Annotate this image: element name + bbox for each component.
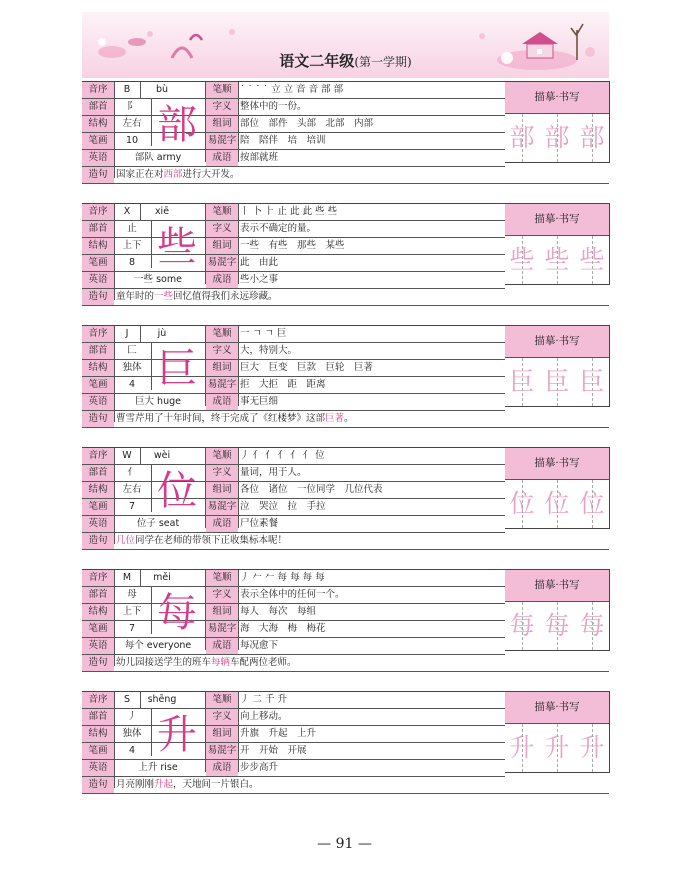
practice-header: 描摹·书写 <box>505 326 609 358</box>
label-bihua: 笔画 <box>82 255 114 271</box>
stroke-count: 8 <box>128 257 136 268</box>
stroke-order: 一 ㄱ ㄱ 巨 <box>240 328 287 339</box>
label-yinxu: 音序 <box>82 448 114 464</box>
structure: 独体 <box>122 362 142 373</box>
example-sentence: 几位同学在老师的带领下正收集标本呢！ <box>116 535 288 546</box>
label-chengyu: 成语 <box>206 394 238 410</box>
trace-character[interactable]: 每 <box>509 611 535 640</box>
main-character: 巨 <box>157 346 197 392</box>
label-zuci: 组词 <box>206 360 238 376</box>
pinyin: bù <box>155 84 169 95</box>
pinyin: wèi <box>153 450 171 461</box>
index-letter: X <box>123 206 131 217</box>
label-ziyi: 字义 <box>206 221 238 237</box>
example-sentence: 曹雪芹用了十年时间，终于完成了《红楼梦》这部巨著。 <box>116 413 354 424</box>
index-letter: W <box>122 450 132 461</box>
sentence-highlight: 巨著 <box>325 413 345 424</box>
label-zaoju: 造句 <box>82 167 114 183</box>
trace-character[interactable]: 升 <box>544 733 570 762</box>
practice-panel <box>505 203 610 285</box>
label-bushou: 部首 <box>82 465 114 481</box>
practice-panel <box>505 81 610 163</box>
practice-header: 描摹·书写 <box>505 204 609 236</box>
label-bihua: 笔画 <box>82 621 114 637</box>
label-yinxu: 音序 <box>82 326 114 342</box>
radical: 匚 <box>127 345 137 356</box>
index-letter: B <box>123 84 131 95</box>
label-yinxu: 音序 <box>82 570 114 586</box>
index-letter: S <box>123 694 131 705</box>
main-character: 部 <box>157 102 197 148</box>
label-bihua: 笔画 <box>82 743 114 759</box>
meaning: 大，特别大。 <box>240 345 298 356</box>
word-combinations: 各位 诸位 一位同学 几位代表 <box>240 484 383 495</box>
label-zaoju: 造句 <box>82 655 114 671</box>
label-bushou: 部首 <box>82 587 114 603</box>
label-jiegou: 结构 <box>82 482 114 498</box>
label-chengyu: 成语 <box>206 760 238 776</box>
label-bushou: 部首 <box>82 709 114 725</box>
label-bishun: 笔顺 <box>206 570 238 586</box>
label-ziyi: 字义 <box>206 587 238 603</box>
stroke-count: 10 <box>125 135 139 146</box>
label-bihua: 笔画 <box>82 377 114 393</box>
trace-character[interactable]: 部 <box>509 123 535 152</box>
label-zuci: 组词 <box>206 238 238 254</box>
idiom: 每况愈下 <box>240 640 279 651</box>
idiom: 按部就班 <box>240 152 279 163</box>
label-zuci: 组词 <box>206 726 238 742</box>
label-zaoju: 造句 <box>82 533 114 549</box>
entry-info-table <box>82 569 505 672</box>
label-yihunzi: 易混字 <box>206 133 238 149</box>
label-yingyu: 英语 <box>82 272 114 288</box>
confusable-chars: 海 大海 梅 梅花 <box>240 623 326 634</box>
english-word: 巨大 huge <box>135 396 181 407</box>
label-zuci: 组词 <box>206 482 238 498</box>
trace-character[interactable]: 位 <box>579 489 605 518</box>
label-jiegou: 结构 <box>82 726 114 742</box>
word-combinations: 部位 部件 头部 北部 内部 <box>240 118 374 129</box>
label-bushou: 部首 <box>82 343 114 359</box>
confusable-chars: 开 开始 开展 <box>240 745 307 756</box>
english-word: 部队 army <box>134 152 182 163</box>
label-yingyu: 英语 <box>82 394 114 410</box>
trace-character[interactable]: 位 <box>509 489 535 518</box>
word-combinations: 巨大 巨变 巨款 巨轮 巨著 <box>240 362 374 373</box>
word-combinations: 升旗 升起 上升 <box>240 728 317 739</box>
main-character: 些 <box>157 224 197 270</box>
entry-info-table <box>82 447 505 550</box>
meaning: 表示全体中的任何一个。 <box>240 589 345 600</box>
practice-header: 描摹·书写 <box>505 448 609 480</box>
trace-character[interactable]: 些 <box>509 245 535 274</box>
label-ziyi: 字义 <box>206 343 238 359</box>
example-sentence: 幼儿园接送学生的班车每辆车配两位老师。 <box>116 657 297 668</box>
pinyin: shēng <box>147 694 177 705</box>
confusable-chars: 陪 陪伴 培 培训 <box>240 135 326 146</box>
label-zuci: 组词 <box>206 604 238 620</box>
stroke-count: 7 <box>128 501 136 512</box>
sentence-highlight: 西部 <box>163 169 183 180</box>
radical: 母 <box>127 589 137 600</box>
label-bishun: 笔顺 <box>206 204 238 220</box>
label-bihua: 笔画 <box>82 133 114 149</box>
sentence-highlight: 升起 <box>154 779 174 790</box>
confusable-chars: 此 由此 <box>240 257 279 268</box>
meaning: 整体中的一份。 <box>240 101 307 112</box>
radical: 亻 <box>127 467 137 478</box>
english-word: 一些 some <box>134 274 182 285</box>
trace-character[interactable]: 巨 <box>509 367 535 396</box>
example-sentence: 月亮刚刚升起，天地间一片银白。 <box>116 779 259 790</box>
meaning: 量词，用于人。 <box>240 467 307 478</box>
label-yinxu: 音序 <box>82 204 114 220</box>
label-bishun: 笔顺 <box>206 82 238 98</box>
label-chengyu: 成语 <box>206 516 238 532</box>
label-chengyu: 成语 <box>206 272 238 288</box>
entry-info-table <box>82 81 505 184</box>
trace-character[interactable]: 巨 <box>579 367 605 396</box>
practice-panel <box>505 447 610 529</box>
trace-character[interactable]: 些 <box>544 245 570 274</box>
entry-info-table <box>82 691 505 794</box>
meaning: 表示不确定的量。 <box>240 223 317 234</box>
confusable-chars: 泣 哭泣 拉 手拉 <box>240 501 326 512</box>
label-yingyu: 英语 <box>82 516 114 532</box>
label-ziyi: 字义 <box>206 99 238 115</box>
confusable-chars: 拒 大拒 距 距离 <box>240 379 326 390</box>
label-yingyu: 英语 <box>82 150 114 166</box>
sentence-highlight: 几位 <box>116 535 136 546</box>
trace-character[interactable]: 部 <box>579 123 605 152</box>
practice-panel <box>505 691 610 773</box>
stroke-order: ˙ ˙ ˙ ˙ 立 立 音 音 部 部 <box>240 84 344 95</box>
stroke-count: 4 <box>128 745 136 756</box>
word-combinations: 一些 有些 那些 某些 <box>240 240 345 251</box>
stroke-count: 4 <box>128 379 136 390</box>
label-ziyi: 字义 <box>206 465 238 481</box>
sentence-highlight: 每辆 <box>211 657 231 668</box>
practice-panel <box>505 325 610 407</box>
practice-header: 描摹·书写 <box>505 570 609 602</box>
entry-info-table <box>82 203 505 306</box>
practice-panel <box>505 569 610 651</box>
label-yihunzi: 易混字 <box>206 377 238 393</box>
sentence-highlight: 一些 <box>154 291 174 302</box>
radical: 丿 <box>127 711 137 722</box>
label-ziyi: 字义 <box>206 709 238 725</box>
label-bihua: 笔画 <box>82 499 114 515</box>
stroke-order: 丨 卜 ⺊ 止 此 此 些 些 <box>240 206 338 217</box>
trace-character[interactable]: 部 <box>544 123 570 152</box>
page-title: 语文二年级(第一学期) <box>279 52 412 70</box>
example-sentence: 童年时的一些回忆值得我们永远珍藏。 <box>116 291 278 302</box>
label-bishun: 笔顺 <box>206 326 238 342</box>
label-bishun: 笔顺 <box>206 448 238 464</box>
radical: 止 <box>127 223 137 234</box>
pinyin: xiē <box>154 206 170 217</box>
trace-character[interactable]: 升 <box>579 733 605 762</box>
practice-header: 描摹·书写 <box>505 692 609 724</box>
example-sentence: 国家正在对西部进行大开发。 <box>116 169 240 180</box>
label-zaoju: 造句 <box>82 777 114 793</box>
idiom: 步步高升 <box>240 762 279 773</box>
label-jiegou: 结构 <box>82 360 114 376</box>
label-yihunzi: 易混字 <box>206 499 238 515</box>
stroke-order: 丿 二 千 升 <box>240 694 288 705</box>
main-character: 升 <box>157 712 197 758</box>
entry-info-table <box>82 325 505 428</box>
stroke-count: 7 <box>128 623 136 634</box>
radical: 阝 <box>127 101 137 112</box>
label-yihunzi: 易混字 <box>206 743 238 759</box>
practice-header: 描摹·书写 <box>505 82 609 114</box>
structure: 独体 <box>122 728 142 739</box>
english-word: 上升 rise <box>138 762 178 773</box>
label-zuci: 组词 <box>206 116 238 132</box>
label-yihunzi: 易混字 <box>206 255 238 271</box>
label-yihunzi: 易混字 <box>206 621 238 637</box>
stroke-order: 丿 𠂉 𠂉 每 每 每 每 <box>240 572 325 583</box>
stroke-order: 丿 亻 亻 亻 亻 亻 位 <box>240 450 325 461</box>
structure: 上下 <box>122 606 142 617</box>
structure: 左右 <box>122 484 142 495</box>
trace-character[interactable]: 每 <box>544 611 570 640</box>
label-zaoju: 造句 <box>82 411 114 427</box>
main-character: 位 <box>157 468 197 514</box>
structure: 左右 <box>122 118 142 129</box>
idiom: 事无巨细 <box>240 396 279 407</box>
meaning: 向上移动。 <box>240 711 288 722</box>
idiom: 些小之事 <box>240 274 279 285</box>
trace-character[interactable]: 升 <box>509 733 535 762</box>
index-letter: M <box>122 572 132 583</box>
main-character: 每 <box>157 590 197 636</box>
label-chengyu: 成语 <box>206 638 238 654</box>
english-word: 位子 seat <box>136 518 180 529</box>
label-bishun: 笔顺 <box>206 692 238 708</box>
label-jiegou: 结构 <box>82 604 114 620</box>
label-yinxu: 音序 <box>82 692 114 708</box>
label-bushou: 部首 <box>82 221 114 237</box>
label-zaoju: 造句 <box>82 289 114 305</box>
pinyin: měi <box>153 572 171 583</box>
trace-character[interactable]: 巨 <box>544 367 570 396</box>
label-chengyu: 成语 <box>206 150 238 166</box>
trace-character[interactable]: 些 <box>579 245 605 274</box>
english-word: 每个 everyone <box>124 640 192 651</box>
label-jiegou: 结构 <box>82 116 114 132</box>
page-number: — 91 — <box>317 836 372 852</box>
structure: 上下 <box>122 240 142 251</box>
trace-character[interactable]: 每 <box>579 611 605 640</box>
label-jiegou: 结构 <box>82 238 114 254</box>
label-bushou: 部首 <box>82 99 114 115</box>
word-combinations: 每人 每次 每组 <box>240 606 317 617</box>
label-yingyu: 英语 <box>82 638 114 654</box>
label-yinxu: 音序 <box>82 82 114 98</box>
pinyin: jù <box>157 328 167 339</box>
trace-character[interactable]: 位 <box>544 489 570 518</box>
label-yingyu: 英语 <box>82 760 114 776</box>
idiom: 尸位素餐 <box>240 518 279 529</box>
index-letter: J <box>125 328 129 339</box>
page-header-banner <box>82 12 609 78</box>
